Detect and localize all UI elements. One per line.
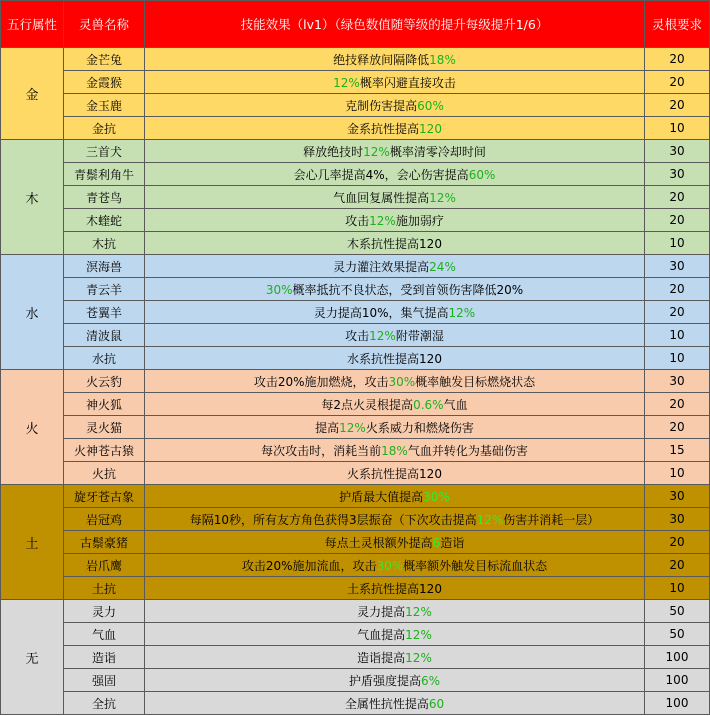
beast-name-cell: 火神苍古猿: [64, 439, 145, 462]
effect-value-green: 12%: [405, 604, 432, 619]
skill-effect-cell: [145, 623, 645, 646]
effect-value-green: 60%: [417, 98, 444, 113]
effect-segment: 每2点火灵根提高: [321, 397, 414, 412]
skill-effect-cell: [145, 577, 645, 600]
effect-segment: 木系抗性提高120: [347, 236, 442, 251]
root-requirement-cell: 10: [645, 347, 710, 370]
root-requirement-cell: 20: [645, 393, 710, 416]
table-row: [1, 48, 710, 71]
skill-effect-cell: [145, 255, 645, 278]
effect-segment: 绝技释放间隔降低: [333, 52, 430, 67]
root-requirement-cell: 30: [645, 255, 710, 278]
element-cell: 木: [1, 140, 64, 255]
effect-segment: 气血: [443, 397, 468, 412]
element-cell: 火: [1, 370, 64, 485]
effect-value-green: 12%: [429, 190, 456, 205]
effect-value-green: 18%: [429, 52, 456, 67]
root-requirement-cell: 10: [645, 324, 710, 347]
root-requirement-cell: 100: [645, 692, 710, 715]
table-row: [1, 692, 710, 715]
effect-segment: 气血并转化为基础伤害: [407, 443, 528, 458]
beast-name-cell: 旋牙苍古象: [64, 485, 145, 508]
skill-effect-cell: [145, 508, 645, 531]
beast-name-cell: 土抗: [64, 577, 145, 600]
table-row: [1, 209, 710, 232]
root-requirement-cell: 100: [645, 669, 710, 692]
root-requirement-cell: 10: [645, 232, 710, 255]
header-row: [1, 1, 710, 48]
effect-value-green: 30%: [388, 374, 416, 389]
root-requirement-cell: 20: [645, 71, 710, 94]
table-body: [1, 48, 710, 715]
effect-value-green: 60: [428, 696, 445, 711]
effect-segment: 概率抵抗不良状态，受到首领伤害降低20%: [292, 282, 524, 297]
effect-segment: 每次攻击时，消耗当前: [261, 443, 382, 458]
effect-value-green: 30%: [423, 489, 450, 504]
skill-effect-cell: [145, 692, 645, 715]
skill-effect-cell: [145, 416, 645, 439]
root-requirement-cell: 20: [645, 531, 710, 554]
root-requirement-cell: 20: [645, 48, 710, 71]
skill-effect-cell: [145, 186, 645, 209]
element-cell: 金: [1, 48, 64, 140]
beast-name-cell: 青苍鸟: [64, 186, 145, 209]
beast-name-cell: 金芒兔: [64, 48, 145, 71]
effect-value-green: 12%: [405, 650, 432, 665]
beast-name-cell: 三首犬: [64, 140, 145, 163]
root-requirement-cell: 20: [645, 278, 710, 301]
beast-name-cell: 岩冠鸡: [64, 508, 145, 531]
effect-segment: 灵力灌注效果提高: [333, 259, 430, 274]
element-cell: 水: [1, 255, 64, 370]
table-row: [1, 554, 710, 577]
root-requirement-cell: 30: [645, 163, 710, 186]
effect-segment: 每点土灵根额外提高: [324, 535, 433, 550]
skill-effect-cell: [145, 324, 645, 347]
effect-segment: 火系抗性提高120: [347, 466, 442, 481]
effect-segment: 攻击20%施加燃烧，攻击: [253, 374, 389, 389]
table-row: [1, 140, 710, 163]
root-requirement-cell: 10: [645, 117, 710, 140]
root-requirement-cell: 20: [645, 554, 710, 577]
effect-value-green: 18%: [381, 443, 408, 458]
effect-segment: 施加弱疗: [395, 213, 444, 228]
beast-name-cell: 水抗: [64, 347, 145, 370]
beast-name-cell: 神火狐: [64, 393, 145, 416]
beast-name-cell: 灵力: [64, 600, 145, 623]
beast-name-cell: 青云羊: [64, 278, 145, 301]
beast-name-cell: 气血: [64, 623, 145, 646]
effect-segment: 释放绝技时: [303, 144, 364, 159]
effect-segment: 灵力提高: [357, 604, 406, 619]
skill-effect-cell: [145, 347, 645, 370]
table-row: [1, 646, 710, 669]
root-requirement-cell: 20: [645, 416, 710, 439]
skill-effect-cell: [145, 48, 645, 71]
effect-value-green: 12%: [369, 328, 396, 343]
effect-segment: 会心几率提高4%，会心伤害提高: [293, 167, 469, 182]
effect-value-green: 12%: [405, 627, 432, 642]
root-requirement-cell: 20: [645, 301, 710, 324]
skill-effect-cell: [145, 393, 645, 416]
table-row: [1, 347, 710, 370]
beast-name-cell: 木蝰蛇: [64, 209, 145, 232]
skill-effect-cell: [145, 232, 645, 255]
table-row: [1, 462, 710, 485]
beast-name-cell: 岩爪鹰: [64, 554, 145, 577]
effect-segment: 土系抗性提高120: [347, 581, 442, 596]
table-row: [1, 600, 710, 623]
effect-segment: 水系抗性提高120: [347, 351, 442, 366]
root-requirement-cell: 100: [645, 646, 710, 669]
effect-segment: 造诣提高: [357, 650, 406, 665]
skill-effect-cell: [145, 669, 645, 692]
header-root-requirement: 灵根要求: [645, 1, 710, 48]
effect-value-green: 30%: [265, 282, 293, 297]
effect-value-green: 12%: [448, 305, 476, 320]
effect-value-green: 30%: [376, 558, 404, 573]
table-row: [1, 255, 710, 278]
beast-name-cell: 青鬃利角牛: [64, 163, 145, 186]
effect-segment: 灵力提高10%，集气提高: [313, 305, 449, 320]
effect-segment: 造诣: [440, 535, 465, 550]
effect-value-green: 12%: [363, 144, 390, 159]
root-requirement-cell: 15: [645, 439, 710, 462]
beast-name-cell: 强固: [64, 669, 145, 692]
element-cell: 无: [1, 600, 64, 715]
effect-segment: 金系抗性提高: [347, 121, 420, 136]
skill-effect-cell: [145, 531, 645, 554]
table-row: [1, 508, 710, 531]
effect-value-green: 12%: [339, 420, 366, 435]
table-row: [1, 71, 710, 94]
skill-effect-cell: [145, 71, 645, 94]
effect-segment: 附带潮湿: [395, 328, 444, 343]
beast-name-cell: 金霞猴: [64, 71, 145, 94]
effect-segment: 护盾强度提高: [348, 673, 421, 688]
table-row: [1, 301, 710, 324]
skill-effect-cell: [145, 117, 645, 140]
table-row: [1, 232, 710, 255]
effect-value-green: 24%: [429, 259, 456, 274]
root-requirement-cell: 30: [645, 485, 710, 508]
effect-value-green: 12%: [369, 213, 396, 228]
effect-segment: 攻击20%施加流血，攻击: [241, 558, 377, 573]
effect-segment: 伤害并消耗一层）: [503, 512, 600, 527]
root-requirement-cell: 30: [645, 370, 710, 393]
skill-effect-cell: [145, 140, 645, 163]
skill-effect-cell: [145, 94, 645, 117]
table-row: [1, 416, 710, 439]
beast-name-cell: 金玉鹿: [64, 94, 145, 117]
header-beast-name: 灵兽名称: [64, 1, 145, 48]
skill-effect-cell: [145, 370, 645, 393]
effect-value-green: 6: [432, 535, 441, 550]
beast-name-cell: 木抗: [64, 232, 145, 255]
effect-segment: 气血提高: [357, 627, 406, 642]
beast-name-cell: 火云豹: [64, 370, 145, 393]
effect-segment: 概率触发目标燃烧状态: [415, 374, 536, 389]
effect-value-green: 0.6%: [413, 397, 444, 412]
effect-segment: 护盾最大值提高: [339, 489, 424, 504]
effect-segment: 提高: [315, 420, 340, 435]
table-row: [1, 94, 710, 117]
effect-value-green: 12%: [476, 512, 504, 527]
header-element: 五行属性: [1, 1, 64, 48]
skill-effect-cell: [145, 301, 645, 324]
beast-name-cell: 苍翼羊: [64, 301, 145, 324]
effect-segment: 概率闪避直接攻击: [359, 75, 456, 90]
root-requirement-cell: 10: [645, 462, 710, 485]
table-row: [1, 324, 710, 347]
beast-name-cell: 古鬃豪猪: [64, 531, 145, 554]
beast-name-cell: 火抗: [64, 462, 145, 485]
skill-effect-cell: [145, 600, 645, 623]
effect-segment: 攻击: [345, 213, 370, 228]
effect-segment: 每隔10秒，所有友方角色获得3层振奋（下次攻击提高: [189, 512, 477, 527]
element-cell: 土: [1, 485, 64, 600]
beast-name-cell: 造诣: [64, 646, 145, 669]
effect-segment: 概率清零冷却时间: [389, 144, 486, 159]
root-requirement-cell: 50: [645, 600, 710, 623]
root-requirement-cell: 30: [645, 508, 710, 531]
root-requirement-cell: 30: [645, 140, 710, 163]
beast-name-cell: 清波鼠: [64, 324, 145, 347]
effect-segment: 概率额外触发目标流血状态: [403, 558, 548, 573]
skill-effect-cell: [145, 163, 645, 186]
effect-segment: 攻击: [345, 328, 370, 343]
table-row: [1, 485, 710, 508]
effect-value-green: 120: [419, 121, 442, 136]
table-row: [1, 117, 710, 140]
root-requirement-cell: 20: [645, 209, 710, 232]
table-row: [1, 669, 710, 692]
effect-value-green: 6%: [420, 673, 441, 688]
table-row: [1, 531, 710, 554]
table-row: [1, 370, 710, 393]
effect-segment: 全属性抗性提高: [344, 696, 429, 711]
beast-name-cell: 灵火猫: [64, 416, 145, 439]
root-requirement-cell: 20: [645, 186, 710, 209]
header-skill-effect: 技能效果（lv1）（绿色数值随等级的提升每级提升1/6）: [145, 1, 645, 48]
effect-value-green: 12%: [333, 75, 360, 90]
root-requirement-cell: 10: [645, 577, 710, 600]
root-requirement-cell: 20: [645, 94, 710, 117]
table-row: [1, 393, 710, 416]
skill-effect-cell: [145, 554, 645, 577]
skill-effect-cell: [145, 485, 645, 508]
table-row: [1, 577, 710, 600]
effect-segment: 气血回复属性提高: [333, 190, 430, 205]
table-row: [1, 278, 710, 301]
effect-segment: 克制伤害提高: [345, 98, 418, 113]
table-row: [1, 439, 710, 462]
skill-effect-cell: [145, 278, 645, 301]
skill-effect-cell: [145, 646, 645, 669]
skill-effect-cell: [145, 462, 645, 485]
skill-effect-cell: [145, 439, 645, 462]
root-requirement-cell: 50: [645, 623, 710, 646]
beast-name-cell: 溟海兽: [64, 255, 145, 278]
effect-value-green: 60%: [468, 167, 496, 182]
skill-effect-cell: [145, 209, 645, 232]
effect-segment: 火系威力和燃烧伤害: [365, 420, 474, 435]
beast-name-cell: 金抗: [64, 117, 145, 140]
table-row: [1, 186, 710, 209]
table-row: [1, 163, 710, 186]
beast-name-cell: 全抗: [64, 692, 145, 715]
table-row: [1, 623, 710, 646]
